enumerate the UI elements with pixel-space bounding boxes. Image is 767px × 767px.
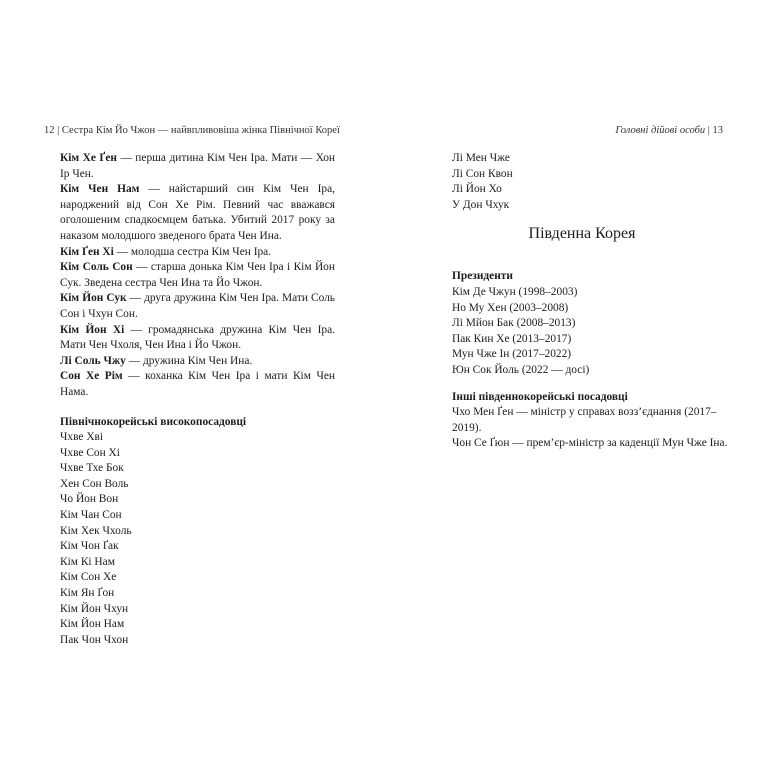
- official-name: Чо Йон Вон: [60, 493, 119, 506]
- official-name: Чхве Сон Хі: [60, 446, 120, 459]
- entry-name: Кім Соль Сон: [60, 261, 133, 274]
- family-entry: [60, 182, 335, 244]
- entry-name: Кім Йон Хі: [60, 323, 125, 336]
- right-running-title: Головні дійові особи: [615, 125, 706, 136]
- official-name: Хен Сон Воль: [60, 477, 129, 490]
- entry-text: — дружина Кім Чен Ина.: [125, 354, 253, 367]
- official-name: Лі Йон Хо: [452, 183, 502, 196]
- family-entries: [60, 151, 335, 401]
- left-running-head: [44, 124, 340, 138]
- entry-name: Кім Хе Ґен: [60, 152, 117, 164]
- official-name: Кім Йон Чхун: [60, 602, 129, 615]
- left-separator: |: [57, 125, 60, 136]
- entry-text: — друга дружина Кім Чен Іра. Мати Соль Сон і Чхун Сон.: [60, 292, 335, 320]
- presidents-heading: Президенти: [452, 270, 513, 283]
- entry-text: — старша донька Кім Чен Іра і Кім Йон Сук. Зведена сестра Чен Ина та Йо Чжон.: [60, 261, 335, 289]
- entry-text: — громадянська дружина Кім Чен Іра. Мати Чен Чхоля, Чен Ина і Йо Чжон.: [60, 323, 335, 352]
- official-name: Кім Сон Хе: [60, 571, 117, 584]
- official-name: Чхве Хві: [60, 431, 104, 444]
- right-page-number: 13: [712, 125, 723, 136]
- entry-name: Кім Ґен Хі: [60, 245, 114, 258]
- official-name: Чхве Тхе Бок: [60, 462, 124, 475]
- president-entry: Но Му Хен (2003–2008): [452, 301, 569, 314]
- entry-name: Кім Йон Сук: [60, 292, 127, 305]
- official-name: Пак Чон Чхон: [60, 633, 129, 646]
- family-entry: [60, 354, 335, 370]
- entry-name: Кім Чен Нам: [60, 183, 140, 196]
- official-name: Кім Чон Ґак: [60, 540, 119, 553]
- other-officials-list: [452, 405, 732, 452]
- president-entry: Мун Чже Ін (2017–2022): [452, 348, 572, 361]
- left-column: [60, 151, 335, 648]
- official-name: Лі Мен Чже: [452, 152, 510, 164]
- entry-name: Лі Соль Чжу: [60, 354, 126, 367]
- officials-heading: Північнокорейські високопосадовці: [60, 415, 247, 428]
- right-column: [452, 151, 732, 452]
- entry-text: — найстарший син Кім Чен Іра, народжений від Сон Хе Рім. Певний час вважався оголошеним спадкоємцем батька. Убитий 2017 року за наказом молодшого зведеного брата Чен Ина.: [60, 183, 335, 242]
- officials-list: [60, 430, 335, 648]
- president-entry: Пак Кин Хе (2013–2017): [452, 332, 572, 345]
- right-running-head: [615, 124, 723, 138]
- family-entry: [60, 245, 335, 261]
- left-running-title: Сестра Кім Йо Чжон — найвпливовіша жінка Північної Кореї: [61, 125, 340, 136]
- entry-text: — молодша сестра Кім Чен Іра.: [113, 245, 272, 258]
- continued-names-list: [452, 151, 732, 213]
- official-name: У Дон Чхук: [452, 198, 510, 211]
- left-page: [0, 0, 383, 767]
- president-entry: Лі Мйон Бак (2008–2013): [452, 317, 576, 330]
- entry-text: — перша дитина Кім Чен Іра. Мати — Хон Ір Чен.: [60, 152, 335, 180]
- family-entry: [60, 291, 335, 322]
- official-name: Кім Хек Чхоль: [60, 524, 132, 537]
- presidents-list: [452, 285, 732, 379]
- official-name: Кім Ян Ґон: [60, 587, 115, 600]
- other-official-entry: Чхо Мен Ґен — міністр у справах возз’єднання (2017–2019).: [452, 406, 717, 434]
- family-entry: [60, 260, 335, 291]
- official-name: Лі Сон Квон: [452, 167, 513, 180]
- country-title: Південна Корея: [528, 225, 636, 243]
- right-separator: |: [707, 125, 710, 136]
- president-entry: Кім Де Чжун (1998–2003): [452, 285, 578, 298]
- official-name: Кім Чан Сон: [60, 509, 122, 522]
- family-entry: [60, 369, 335, 400]
- official-name: Кім Йон Нам: [60, 618, 125, 631]
- entry-name: Сон Хе Рім: [60, 370, 123, 383]
- official-name: Кім Кі Нам: [60, 555, 115, 568]
- president-entry: Юн Сок Йоль (2022 — досі): [452, 363, 590, 376]
- family-entry: [60, 151, 335, 182]
- other-official-entry: Чон Се Ґюн — прем’єр-міністр за каденції Мун Чже Іна.: [452, 437, 728, 450]
- left-page-number: 12: [44, 125, 55, 136]
- family-entry: [60, 323, 335, 354]
- other-officials-heading: Інші південнокорейські посадовці: [452, 390, 628, 403]
- entry-text: — коханка Кім Чен Іра і мати Кім Чен Нама.: [60, 370, 335, 398]
